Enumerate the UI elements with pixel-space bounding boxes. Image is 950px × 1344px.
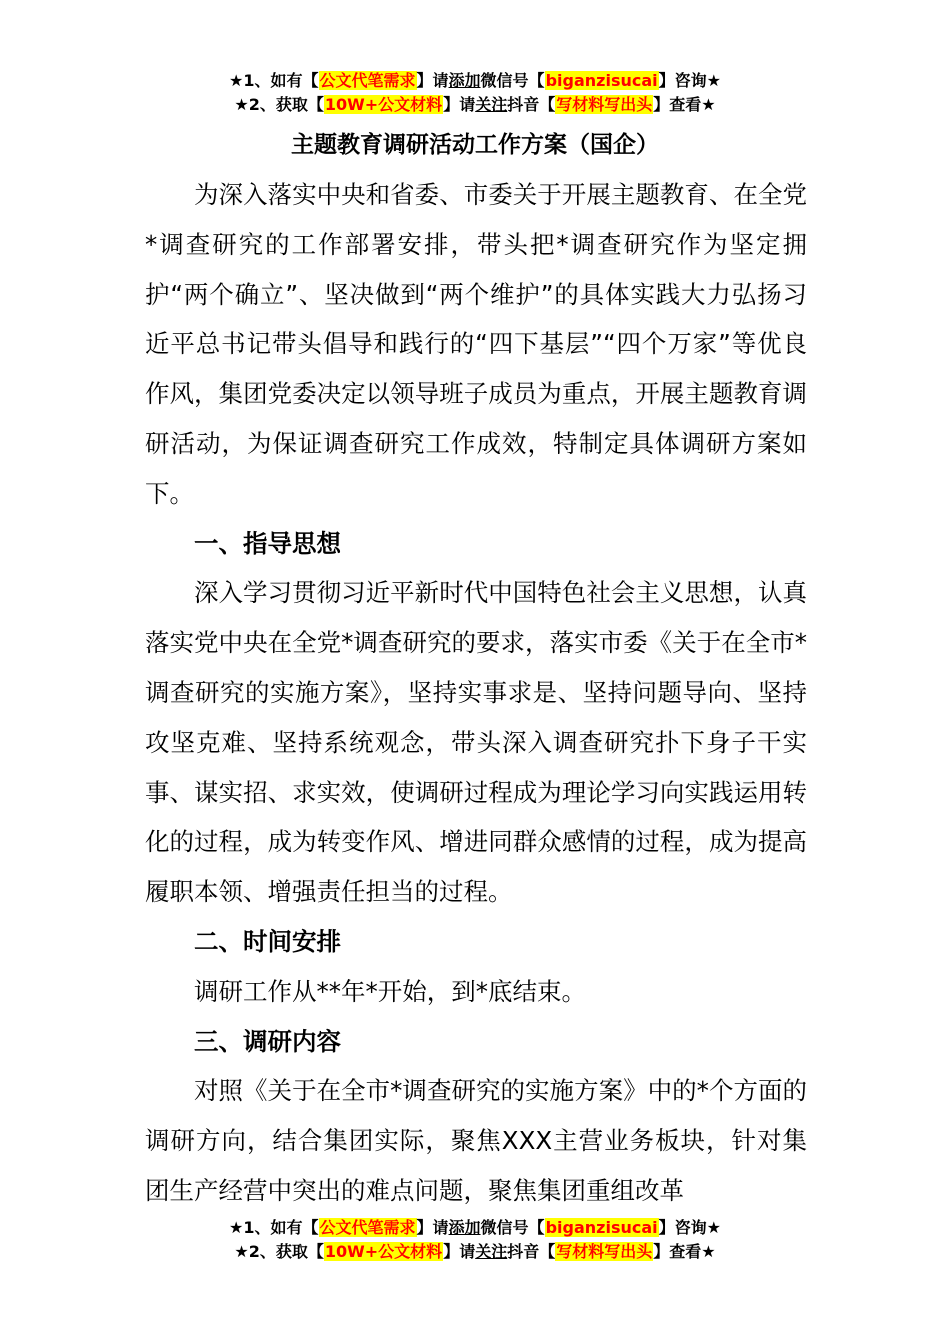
highlight-materials: 10W+公文材料 (324, 95, 443, 114)
promo-line-2: ★2、获取【10W+公文材料】请关注抖音【写材料写出头】查看★ (234, 1242, 716, 1261)
document-title: 主题教育调研活动工作方案（国企） (291, 132, 659, 158)
promo-line-1: ★1、如有【公文代笔需求】请添加微信号【biganzisucai】咨询★ (229, 1218, 721, 1237)
highlight-materials: 10W+公文材料 (324, 1242, 443, 1261)
promo-banner-bottom (0, 1216, 950, 1264)
section-heading-guiding-ideology: 一、指导思想 (194, 528, 341, 558)
highlight-douyin-id: 写材料写出头 (556, 95, 653, 114)
paragraph-schedule: 调研工作从**年*开始，到*底结束。 (194, 976, 586, 1006)
highlight-douyin-id: 写材料写出头 (556, 1242, 653, 1261)
paragraph-guiding-ideology: 深入学习贯彻习近平新时代中国特色社会主义思想，认真落实党中央在全党*调查研究的要求，落实市委《关于在全市*调查研究的实施方案》，坚持实事求是、坚持问题导向、坚持攻坚克难、坚持系统观念，带头深入调查研究扑下身子干实事、谋实招、求实效，使调研过程成为理论学习向实践运用转化的过程，成为转变作风、增进同群众感情的过程，成为提高履职本领、增强责任担当的过程。 (145, 578, 807, 907)
intro-paragraph: 为深入落实中央和省委、市委关于开展主题教育、在全党*调查研究的工作部署安排，带头把*调查研究作为坚定拥护“两个确立”、坚决做到“两个维护”的具体实践大力弘扬习近平总书记带头倡导和践行的“四下基层”“四个万家”等优良作风，集团党委决定以领导班子成员为重点，开展主题教育调研活动，为保证调查研究工作成效，特制定具体调研方案如下。 (145, 180, 807, 508)
promo-line-2: ★2、获取【10W+公文材料】请关注抖音【写材料写出头】查看★ (234, 95, 716, 114)
section-heading-research-content: 三、调研内容 (194, 1026, 341, 1056)
highlight-ghostwriting: 公文代笔需求 (319, 1218, 416, 1237)
highlight-wechat-id: biganzisucai (545, 71, 658, 90)
highlight-wechat-id: biganzisucai (545, 1218, 658, 1237)
document-body (145, 170, 807, 1216)
promo-line-1: ★1、如有【公文代笔需求】请添加微信号【biganzisucai】咨询★ (229, 71, 721, 90)
promo-banner-top (0, 69, 950, 117)
highlight-ghostwriting: 公文代笔需求 (319, 71, 416, 90)
paragraph-research-content: 对照《关于在全市*调查研究的实施方案》中的*个方面的调研方向，结合集团实际，聚焦XXX主营业务板块，针对集团生产经营中突出的难点问题，聚焦集团重组改革 (145, 1076, 807, 1205)
section-heading-schedule: 二、时间安排 (194, 926, 341, 956)
